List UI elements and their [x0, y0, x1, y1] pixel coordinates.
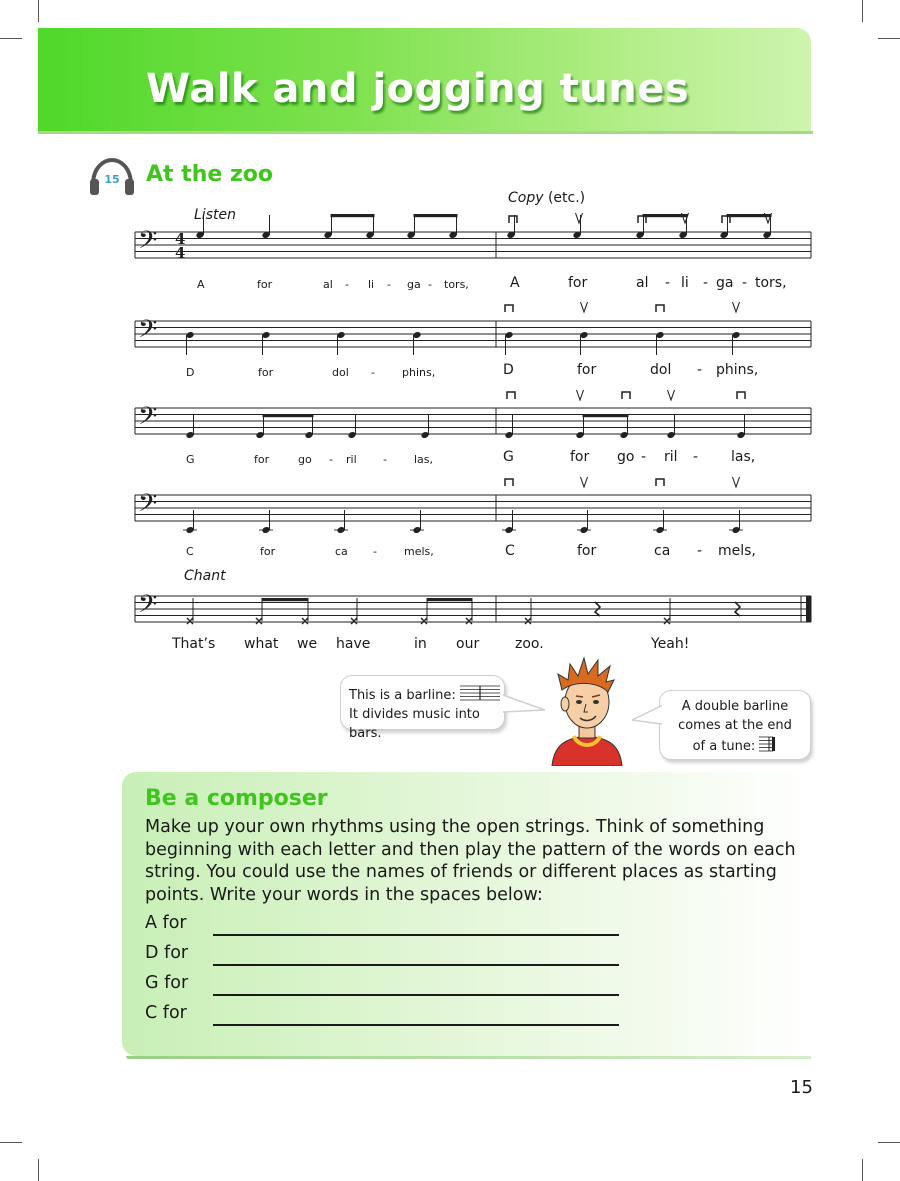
- lyric-syllable: phins,: [402, 366, 436, 379]
- barline-bubble-text-2: It divides music into bars.: [349, 707, 480, 741]
- crop-mark: [878, 1142, 900, 1143]
- lyric-syllable: for: [254, 453, 270, 466]
- write-in-line[interactable]: [213, 994, 619, 996]
- write-in-line[interactable]: [213, 964, 619, 966]
- crop-mark: [862, 1159, 863, 1181]
- double-barline-speech-bubble: [659, 690, 811, 760]
- lyric-syllable: li: [681, 275, 689, 291]
- beam: [262, 598, 308, 601]
- lyric-syllable: mels,: [718, 543, 756, 559]
- lyric-syllable: ril: [346, 453, 357, 466]
- barline-bubble-text-1: This is a barline:: [349, 684, 504, 705]
- lyric-syllable: -: [383, 453, 387, 466]
- track-number: 15: [104, 173, 120, 186]
- beam: [583, 414, 629, 417]
- x-note-head: [466, 618, 472, 624]
- up-bow-icon: [668, 390, 675, 400]
- lyric-syllable: ga: [716, 275, 734, 291]
- beam: [643, 214, 688, 217]
- x-note-head: [187, 618, 193, 624]
- crop-mark: [38, 1159, 39, 1181]
- chant-word: what: [244, 636, 279, 652]
- chant-word: in: [414, 636, 427, 652]
- fill-row-d: D for: [145, 943, 188, 963]
- lyric-syllable: A: [510, 275, 520, 291]
- lyric-syllable: ca: [654, 543, 671, 559]
- lyric-syllable: -: [742, 275, 748, 291]
- lyric-syllable: -: [665, 275, 671, 291]
- page-title: Walk and jogging tunes: [146, 66, 690, 112]
- down-bow-icon: [737, 392, 745, 399]
- beam: [263, 414, 314, 417]
- lyric-syllable: D: [186, 366, 195, 379]
- page-number: 15: [790, 1077, 813, 1098]
- chant-word: Yeah!: [651, 636, 690, 652]
- lyric-syllable: tors,: [755, 275, 787, 291]
- lyric-syllable: go: [298, 453, 312, 466]
- lyric-syllable: -: [693, 449, 699, 465]
- bubble-tail: [632, 700, 662, 730]
- lyric-syllable: li: [368, 278, 375, 291]
- lyric-syllable: mels,: [404, 545, 434, 558]
- double-bubble-text-1: A double barline: [681, 699, 789, 714]
- lyric-syllable: for: [577, 362, 597, 378]
- section-title: At the zoo: [146, 162, 273, 187]
- x-note-head: [302, 618, 308, 624]
- barline-example-icon: [460, 684, 500, 702]
- lyric-syllable: -: [703, 275, 709, 291]
- lyric-syllable: ca: [335, 545, 348, 558]
- chant-word: zoo.: [515, 636, 544, 652]
- bass-clef-icon: 𝄢: [138, 226, 158, 261]
- lyric-syllable: dol: [332, 366, 349, 379]
- up-bow-icon: [581, 477, 588, 487]
- lyric-syllable: -: [428, 278, 432, 291]
- write-in-line[interactable]: [213, 1024, 619, 1026]
- fill-row-a: A for: [145, 913, 187, 933]
- down-bow-icon: [509, 216, 517, 223]
- chant-word: our: [456, 636, 480, 652]
- bass-clef-icon: 𝄢: [138, 590, 158, 625]
- chant-word: have: [336, 636, 371, 652]
- x-note-head: [664, 618, 670, 624]
- lyric-syllable: for: [577, 543, 597, 559]
- beam: [331, 214, 375, 217]
- time-signature-bottom: 4: [175, 244, 186, 262]
- double-barline-example-icon: [759, 735, 777, 753]
- composer-title: Be a composer: [145, 786, 328, 811]
- composer-instructions: Make up your own rhythms using the open strings. Think of something beginning with each letter and then play the pattern of the words on each string. You could use the names of friends or different places as starting points. Write your words in the spaces below:: [145, 817, 796, 905]
- fill-row-c: C for: [145, 1003, 187, 1023]
- barline-speech-bubble: [340, 675, 505, 741]
- write-in-line[interactable]: [213, 934, 619, 936]
- lyric-syllable: tors,: [444, 278, 469, 291]
- composer-panel: [122, 772, 811, 1056]
- x-note-head: [256, 618, 262, 624]
- double-bubble-text-2: comes at the end: [678, 718, 792, 733]
- lyric-syllable: C: [186, 545, 194, 558]
- down-bow-icon: [656, 305, 664, 312]
- cartoon-boy-illustration: [548, 656, 626, 766]
- down-bow-icon: [505, 305, 513, 312]
- lyric-syllable: go: [617, 449, 635, 465]
- crop-mark: [0, 1142, 22, 1143]
- lyric-syllable: phins,: [716, 362, 759, 378]
- lyric-syllable: dol: [650, 362, 672, 378]
- up-bow-icon: [581, 302, 588, 312]
- lyric-syllable: for: [570, 449, 590, 465]
- lyric-syllable: -: [641, 449, 647, 465]
- x-note-head: [351, 618, 357, 624]
- x-note-head: [421, 618, 427, 624]
- bass-clef-icon: 𝄢: [138, 402, 158, 437]
- lyric-syllable: G: [186, 453, 195, 466]
- lyric-syllable: -: [697, 543, 703, 559]
- chant-direction: Chant: [184, 568, 226, 584]
- copy-direction: Copy (etc.): [508, 190, 586, 206]
- lyric-syllable: -: [387, 278, 391, 291]
- up-bow-icon: [576, 213, 583, 223]
- lyric-syllable: D: [503, 362, 514, 378]
- lyric-syllable: for: [257, 278, 273, 291]
- beam: [427, 598, 472, 601]
- chant-word: That’s: [172, 636, 216, 652]
- fill-row-g: G for: [145, 973, 188, 993]
- lyric-syllable: -: [373, 545, 377, 558]
- bass-clef-icon: 𝄢: [138, 315, 158, 350]
- lyric-syllable: ga: [407, 278, 421, 291]
- down-bow-icon: [622, 392, 630, 399]
- lyric-syllable: las,: [414, 453, 434, 466]
- lyric-syllable: -: [371, 366, 375, 379]
- double-bubble-text-3: of a tune:: [660, 735, 810, 756]
- bass-clef-icon: 𝄢: [138, 489, 158, 524]
- lyric-syllable: -: [329, 453, 333, 466]
- down-bow-icon: [505, 479, 513, 486]
- lyric-syllable: al: [636, 275, 649, 291]
- lyric-syllable: -: [697, 362, 703, 378]
- lyric-syllable: for: [568, 275, 588, 291]
- lyric-syllable: ril: [664, 449, 678, 465]
- time-signature-top: 4: [175, 230, 186, 248]
- lyric-syllable: al: [323, 278, 333, 291]
- lyric-syllable: G: [503, 449, 514, 465]
- down-bow-icon: [656, 479, 664, 486]
- lyric-syllable: A: [197, 278, 205, 291]
- up-bow-icon: [577, 390, 584, 400]
- bubble-tail: [503, 690, 547, 720]
- beam: [414, 214, 458, 217]
- x-note-head: [525, 618, 531, 624]
- lyric-syllable: las,: [731, 449, 756, 465]
- up-bow-icon: [733, 302, 740, 312]
- up-bow-icon: [733, 477, 740, 487]
- chant-word: we: [297, 636, 318, 652]
- listen-direction: Listen: [194, 207, 236, 223]
- lyric-syllable: C: [505, 543, 515, 559]
- lyric-syllable: for: [260, 545, 276, 558]
- lyric-syllable: -: [345, 278, 349, 291]
- down-bow-icon: [507, 392, 515, 399]
- final-double-barline: [806, 596, 811, 622]
- lyric-syllable: for: [258, 366, 274, 379]
